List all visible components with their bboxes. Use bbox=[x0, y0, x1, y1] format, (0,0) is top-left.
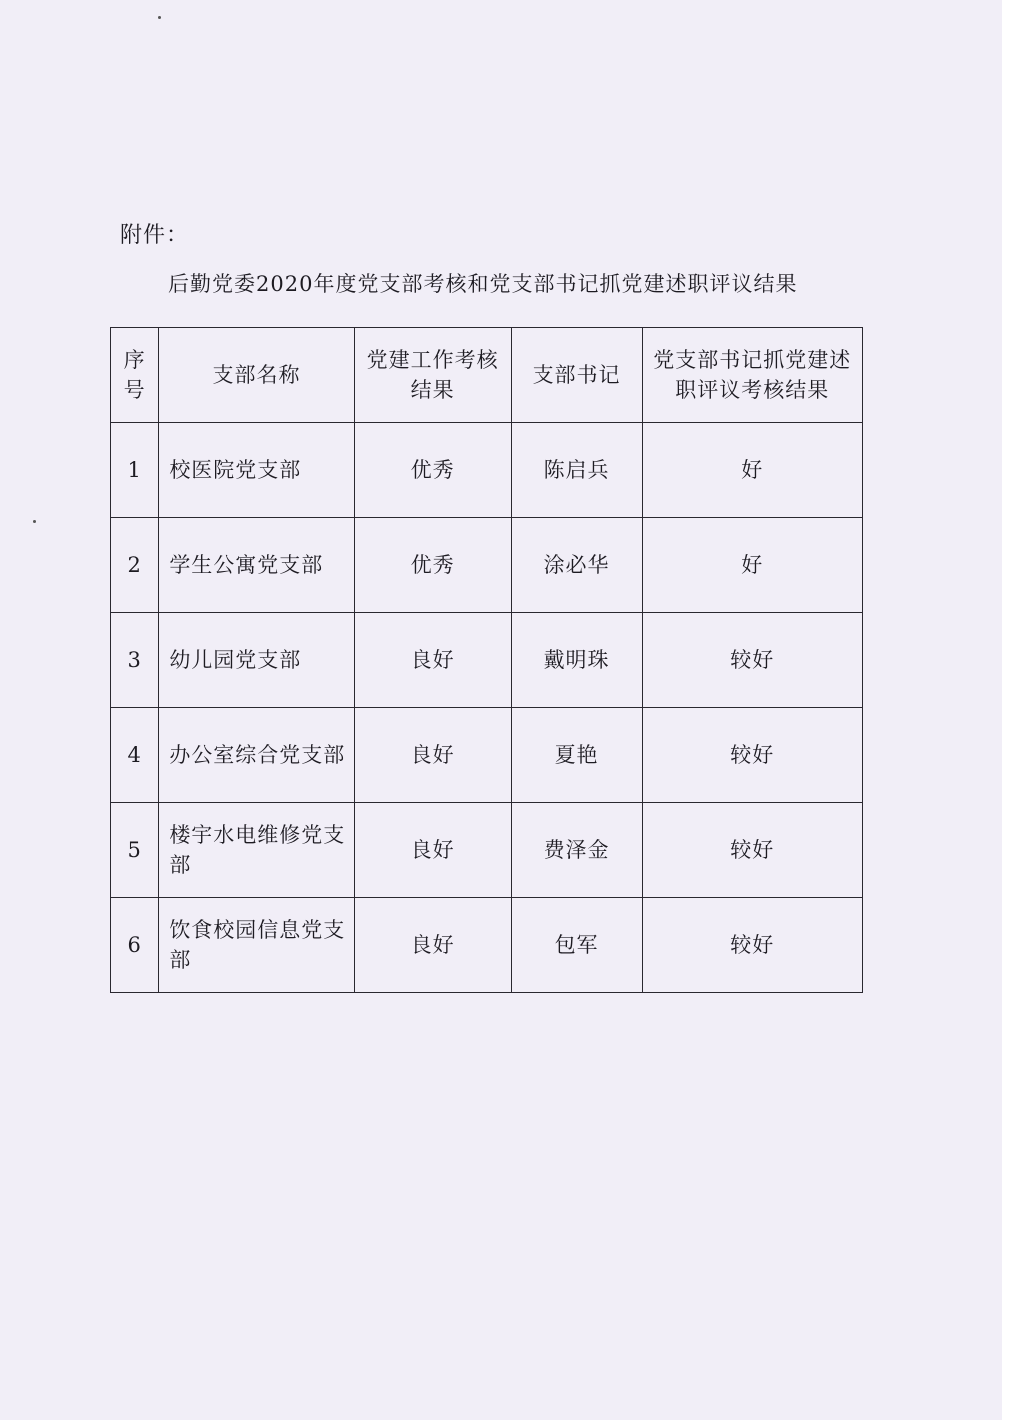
cell-seq: 5 bbox=[111, 803, 159, 898]
table-row bbox=[111, 803, 863, 898]
cell-seq: 3 bbox=[111, 613, 159, 708]
cell-seq: 4 bbox=[111, 708, 159, 803]
cell-party-work-result: 优秀 bbox=[354, 423, 511, 518]
cell-branch-name: 办公室综合党支部 bbox=[159, 708, 354, 803]
cell-secretary: 夏艳 bbox=[511, 708, 642, 803]
table-row bbox=[111, 518, 863, 613]
table-row bbox=[111, 613, 863, 708]
cell-party-work-result: 优秀 bbox=[354, 518, 511, 613]
scan-border bbox=[1002, 0, 1024, 1420]
cell-branch-name: 学生公寓党支部 bbox=[159, 518, 354, 613]
scan-speck bbox=[158, 16, 161, 19]
cell-secretary-review-result: 较好 bbox=[642, 898, 863, 993]
cell-secretary: 涂必华 bbox=[511, 518, 642, 613]
cell-secretary: 戴明珠 bbox=[511, 613, 642, 708]
cell-seq: 6 bbox=[111, 898, 159, 993]
cell-branch-name: 幼儿园党支部 bbox=[159, 613, 354, 708]
cell-secretary-review-result: 好 bbox=[642, 518, 863, 613]
cell-branch-name: 楼宇水电维修党支部 bbox=[159, 803, 354, 898]
cell-secretary-review-result: 较好 bbox=[642, 708, 863, 803]
table-row bbox=[111, 708, 863, 803]
cell-secretary: 包军 bbox=[511, 898, 642, 993]
column-header-seq: 序号 bbox=[111, 328, 159, 423]
cell-branch-name: 饮食校园信息党支部 bbox=[159, 898, 354, 993]
cell-secretary: 费泽金 bbox=[511, 803, 642, 898]
cell-secretary: 陈启兵 bbox=[511, 423, 642, 518]
cell-secretary-review-result: 好 bbox=[642, 423, 863, 518]
cell-party-work-result: 良好 bbox=[354, 898, 511, 993]
cell-party-work-result: 良好 bbox=[354, 708, 511, 803]
attachment-label: 附件： bbox=[120, 223, 190, 248]
cell-party-work-result: 良好 bbox=[354, 803, 511, 898]
column-header-party-work-result: 党建工作考核结果 bbox=[354, 328, 511, 423]
column-header-secretary: 支部书记 bbox=[511, 328, 642, 423]
document-title: 后勤党委2020年度党支部考核和党支部书记抓党建述职评议结果 bbox=[168, 272, 798, 296]
table-row bbox=[111, 423, 863, 518]
cell-seq: 1 bbox=[111, 423, 159, 518]
column-header-branch-name: 支部名称 bbox=[159, 328, 354, 423]
column-header-secretary-review-result: 党支部书记抓党建述职评议考核结果 bbox=[642, 328, 863, 423]
results-table bbox=[110, 327, 863, 993]
cell-seq: 2 bbox=[111, 518, 159, 613]
cell-party-work-result: 良好 bbox=[354, 613, 511, 708]
cell-secretary-review-result: 较好 bbox=[642, 803, 863, 898]
cell-branch-name: 校医院党支部 bbox=[159, 423, 354, 518]
scan-speck bbox=[33, 520, 36, 523]
cell-secretary-review-result: 较好 bbox=[642, 613, 863, 708]
table-header-row bbox=[111, 328, 863, 423]
table-row bbox=[111, 898, 863, 993]
